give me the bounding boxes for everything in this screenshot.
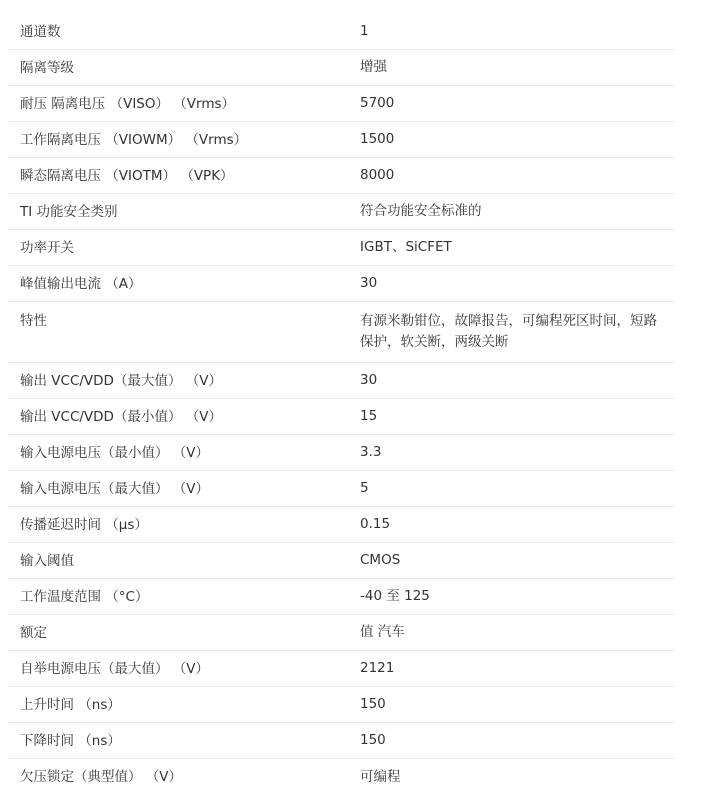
spec-row-viso [8, 86, 675, 122]
spec-row-fall-time [8, 723, 675, 759]
spec-row-viowm [8, 122, 675, 158]
spec-row-functional-safety [8, 194, 675, 230]
spec-value: 8000 [360, 167, 395, 183]
spec-row-rating [8, 615, 675, 651]
spec-label: 输入电源电压（最小值） （V） [20, 444, 210, 461]
spec-row-rise-time [8, 687, 675, 723]
spec-value: 30 [360, 275, 378, 291]
spec-value: 增强 [360, 59, 387, 75]
spec-row-uvlo [8, 759, 675, 795]
spec-row-peak-output-current [8, 266, 675, 302]
spec-label: 通道数 [20, 23, 61, 40]
spec-value: 150 [360, 732, 386, 748]
spec-value: IGBT、SiCFET [360, 239, 452, 255]
spec-label: 输入电源电压（最大值） （V） [20, 480, 210, 497]
spec-label: 额定 [20, 624, 47, 641]
spec-value: CMOS [360, 552, 401, 568]
spec-row-isolation-rating [8, 50, 675, 86]
spec-row-channels [8, 14, 675, 50]
spec-label: 耐压 隔离电压 （VISO） （Vrms） [20, 95, 236, 112]
spec-value: 1500 [360, 131, 395, 147]
spec-value: 可编程 [360, 768, 401, 785]
spec-value: 有源米勒钳位，故障报告，可编程死区时间，短路保护，软关断，两级关断 [360, 313, 657, 350]
spec-label: 特性 [20, 313, 47, 329]
spec-row-operating-temp [8, 579, 675, 615]
spec-value: -40 至 125 [360, 588, 430, 604]
spec-label: TI 功能安全类别 [20, 203, 118, 220]
spec-row-propagation-delay [8, 507, 675, 543]
spec-value: 值 汽车 [360, 624, 405, 640]
spec-label: 输出 VCC/VDD（最小值） （V） [20, 408, 222, 425]
spec-label: 上升时间 （ns） [20, 696, 121, 713]
spec-row-power-switch [8, 230, 675, 266]
spec-row-output-vcc-max [8, 363, 675, 399]
spec-value: 3.3 [360, 444, 382, 460]
spec-label: 功率开关 [20, 239, 74, 256]
spec-label: 工作温度范围 （°C） [20, 588, 149, 605]
spec-row-features [8, 302, 675, 363]
spec-label: 隔离等级 [20, 59, 74, 76]
spec-label: 峰值输出电流 （A） [20, 275, 142, 292]
spec-row-viotm [8, 158, 675, 194]
spec-row-output-vcc-min [8, 399, 675, 435]
spec-value: 150 [360, 696, 386, 712]
spec-label: 瞬态隔离电压 （VIOTM） （VPK） [20, 167, 234, 184]
spec-label: 输出 VCC/VDD（最大值） （V） [20, 372, 222, 389]
spec-label: 自举电源电压（最大值） （V） [20, 660, 210, 677]
spec-label: 下降时间 （ns） [20, 732, 121, 749]
spec-row-bootstrap-supply-max [8, 651, 675, 687]
spec-value: 1 [360, 23, 369, 39]
spec-value: 30 [360, 372, 378, 388]
spec-value: 0.15 [360, 516, 391, 532]
spec-table [8, 14, 675, 795]
spec-value: 符合功能安全标准的 [360, 203, 482, 219]
spec-label: 工作隔离电压 （VIOWM） （Vrms） [20, 131, 248, 148]
spec-label: 传播延迟时间 （μs） [20, 516, 148, 533]
spec-label: 欠压锁定（典型值） （V） [20, 769, 183, 785]
spec-label: 输入阈值 [20, 552, 74, 569]
spec-value: 2121 [360, 660, 395, 676]
spec-value: 15 [360, 408, 378, 424]
spec-row-input-supply-max [8, 471, 675, 507]
spec-row-input-threshold [8, 543, 675, 579]
spec-value: 5 [360, 480, 369, 496]
spec-row-input-supply-min [8, 435, 675, 471]
spec-value: 5700 [360, 95, 395, 111]
